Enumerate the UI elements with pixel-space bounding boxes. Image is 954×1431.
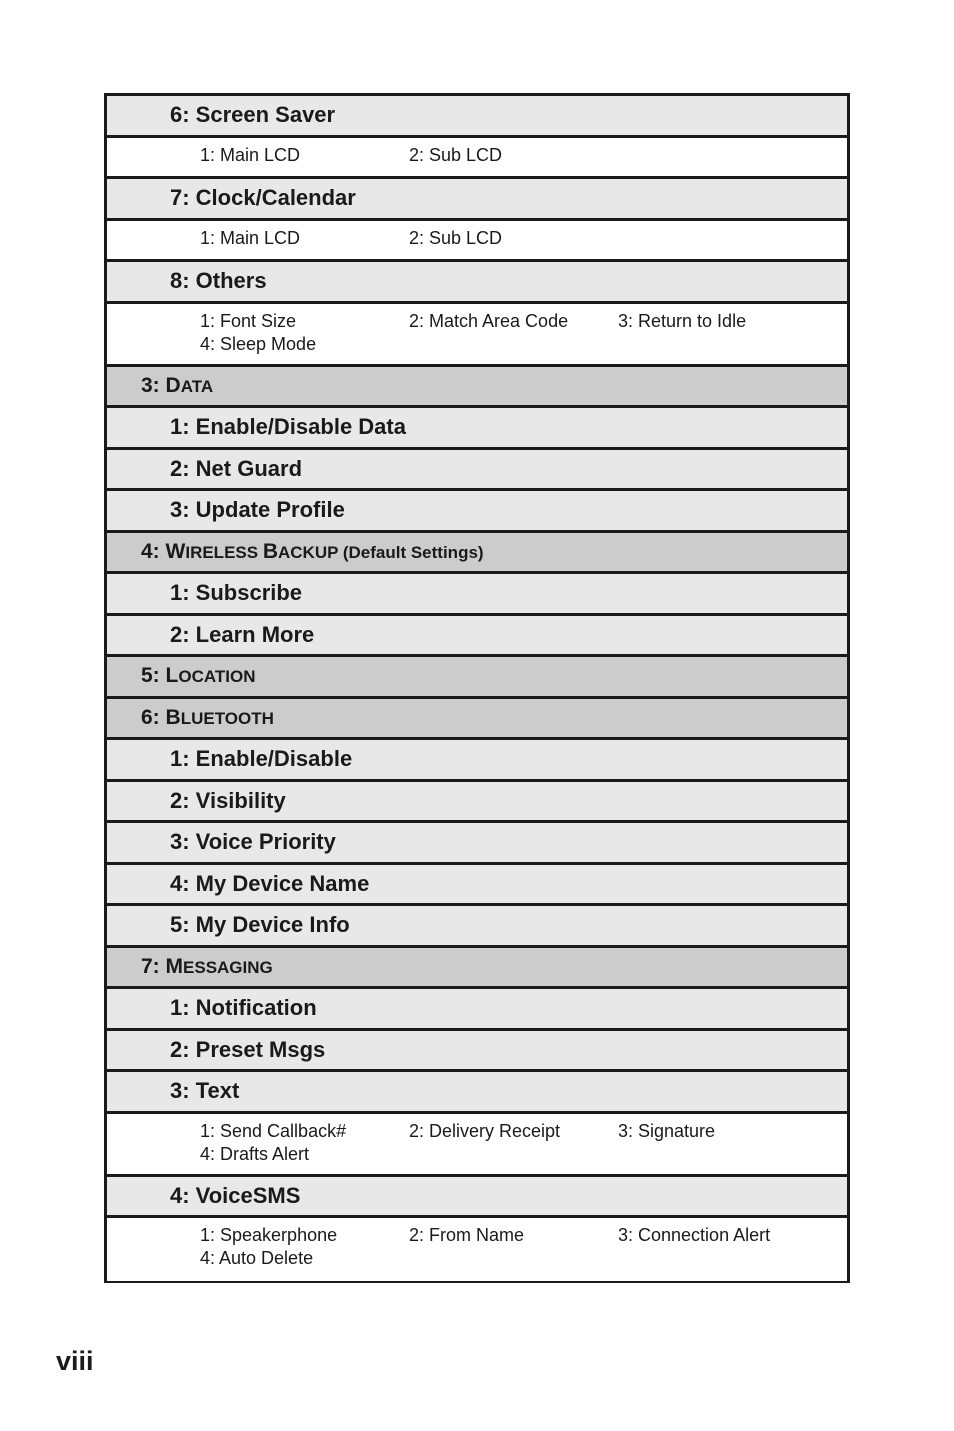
submenu-option: 2: Delivery Receipt (409, 1120, 561, 1141)
section-label-part: B (262, 539, 278, 563)
menu-item-row (107, 1031, 847, 1073)
section-label-part: M (165, 954, 184, 978)
section-label-part: ACKUP (277, 542, 339, 562)
menu-section-row (107, 367, 847, 409)
section-label-part: 3: (141, 373, 166, 397)
section-label-part: 5: (141, 664, 166, 687)
options-line (200, 144, 847, 167)
menu-item-label: 8: Others (170, 268, 267, 293)
menu-item-row (107, 1072, 847, 1114)
menu-item-label: 2: Net Guard (170, 455, 303, 481)
menu-item-row (107, 865, 847, 907)
submenu-option: 3: Signature (618, 1120, 716, 1141)
section-label-part: IRELESS (185, 542, 263, 562)
section-label-part: 4: (141, 539, 166, 563)
submenu-option: 2: Match Area Code (409, 310, 569, 331)
submenu-option: 1: Main LCD (200, 227, 301, 248)
submenu-option: 2: Sub LCD (409, 144, 503, 165)
section-label-part: D (165, 373, 181, 397)
menu-item-label: 4: VoiceSMS (170, 1182, 301, 1208)
menu-item-label: 3: Text (170, 1078, 240, 1103)
menu-item-row (107, 616, 847, 658)
submenu-option: 1: Send Callback# (200, 1120, 347, 1141)
menu-item-label: 1: Enable/Disable (170, 746, 353, 771)
options-line (200, 333, 847, 356)
menu-item-row (107, 450, 847, 492)
section-label-part: (Default Settings) (338, 542, 484, 562)
submenu-option: 2: Sub LCD (409, 227, 503, 248)
menu-item-row (107, 823, 847, 865)
menu-item-row (107, 1177, 847, 1219)
section-label-part: L (165, 664, 179, 687)
submenu-options-row (107, 138, 847, 180)
submenu-option: 3: Return to Idle (618, 310, 747, 331)
menu-item-row (107, 740, 847, 782)
menu-section-row (107, 657, 847, 699)
menu-item-label: 2: Preset Msgs (170, 1036, 326, 1062)
menu-item-label: 1: Enable/Disable Data (170, 414, 406, 439)
page-number: viii (56, 1346, 94, 1376)
submenu-option: 1: Main LCD (200, 144, 301, 165)
menu-item-row (107, 179, 847, 221)
menu-table (104, 93, 850, 1283)
menu-item-label: 4: My Device Name (170, 870, 370, 896)
section-label-part: 7: (141, 954, 166, 978)
section-label-part: ESSAGING (183, 957, 273, 977)
submenu-option: 4: Sleep Mode (200, 333, 317, 354)
menu-item-row (107, 782, 847, 824)
menu-section-row (107, 948, 847, 990)
menu-item-row (107, 491, 847, 533)
menu-item-row (107, 574, 847, 616)
submenu-options-row (107, 1218, 847, 1281)
section-label-part: 6: (141, 705, 166, 729)
submenu-option: 1: Speakerphone (200, 1225, 338, 1245)
section-label-part: W (165, 539, 186, 563)
section-label-part: LUETOOTH (180, 708, 274, 728)
section-label-part: ATA (180, 376, 214, 396)
submenu-options-row (107, 304, 847, 367)
menu-item-label: 3: Voice Priority (170, 829, 336, 854)
submenu-option: 3: Connection Alert (618, 1225, 771, 1245)
menu-item-row (107, 262, 847, 304)
menu-item-label: 7: Clock/Calendar (170, 185, 356, 210)
options-line (200, 1247, 847, 1270)
menu-item-row (107, 906, 847, 948)
menu-item-label: 1: Notification (170, 995, 317, 1020)
options-line (200, 1120, 847, 1143)
menu-item-label: 3: Update Profile (170, 497, 345, 522)
submenu-options-row (107, 221, 847, 263)
menu-item-row (107, 96, 847, 138)
options-line (200, 310, 847, 333)
submenu-option: 4: Auto Delete (200, 1248, 314, 1268)
section-label-part: B (165, 705, 181, 729)
section-label-part: OCATION (178, 667, 256, 686)
submenu-option: 2: From Name (409, 1225, 525, 1245)
menu-item-row (107, 989, 847, 1031)
menu-item-label: 6: Screen Saver (170, 102, 336, 127)
submenu-option: 4: Drafts Alert (200, 1143, 310, 1164)
menu-item-label: 1: Subscribe (170, 580, 303, 605)
options-line (200, 227, 847, 250)
menu-item-label: 5: My Device Info (170, 912, 350, 937)
options-line (200, 1143, 847, 1166)
submenu-options-row (107, 1114, 847, 1177)
options-line (200, 1224, 847, 1247)
menu-section-row (107, 699, 847, 741)
menu-item-label: 2: Visibility (170, 787, 286, 813)
menu-section-row (107, 533, 847, 575)
menu-item-row (107, 408, 847, 450)
menu-item-label: 2: Learn More (170, 621, 315, 647)
submenu-option: 1: Font Size (200, 310, 297, 331)
